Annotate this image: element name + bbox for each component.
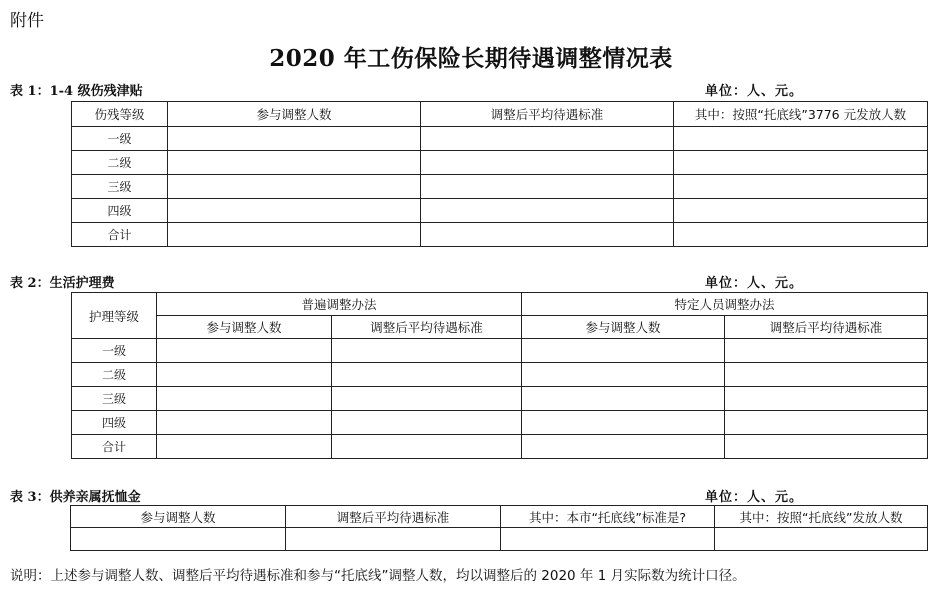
table2-cell[interactable] (157, 435, 332, 459)
table3-header-floor-standard: 其中：本市“托底线”标准是? (501, 506, 715, 528)
table2-cell[interactable] (725, 363, 928, 387)
table2-cell[interactable] (332, 363, 522, 387)
table1-header-participants: 参与调整人数 (168, 102, 421, 127)
table2-header-level: 护理等级 (72, 293, 157, 339)
table1-cell[interactable] (168, 223, 421, 247)
table1-caption: 表 1：1-4 级伤残津贴 (10, 84, 143, 99)
table2-unit: 单位：人、元。 (705, 276, 804, 291)
table3-header-average-standard: 调整后平均待遇标准 (286, 506, 501, 528)
table1-cell[interactable] (674, 223, 928, 247)
table3-cell[interactable] (715, 528, 928, 551)
table2-cell[interactable] (522, 363, 725, 387)
table1-cell[interactable] (674, 175, 928, 199)
table2-subheader-average-standard: 调整后平均待遇标准 (725, 316, 928, 339)
table1-header-average-standard: 调整后平均待遇标准 (421, 102, 674, 127)
table2-cell[interactable] (522, 435, 725, 459)
table2-row-label: 一级 (72, 339, 157, 363)
table-row (72, 363, 928, 387)
table1-cell[interactable] (421, 223, 674, 247)
table3-cell[interactable] (71, 528, 286, 551)
table-row (72, 387, 928, 411)
table2-cell[interactable] (725, 435, 928, 459)
table1-row-label: 四级 (72, 199, 168, 223)
table3-header-participants: 参与调整人数 (71, 506, 286, 528)
table2-cell[interactable] (725, 387, 928, 411)
table-row (72, 175, 928, 199)
table2-subheader-participants: 参与调整人数 (157, 316, 332, 339)
table1-row-label: 三级 (72, 175, 168, 199)
table2-sub-header-row (72, 316, 928, 339)
table-row (72, 151, 928, 175)
table1-cell[interactable] (421, 151, 674, 175)
table2-cell[interactable] (522, 339, 725, 363)
table2-cell[interactable] (332, 339, 522, 363)
table3-caption: 表 3：供养亲属抚恤金 (10, 490, 141, 505)
table2-subheader-average-standard: 调整后平均待遇标准 (332, 316, 522, 339)
table3-unit: 单位：人、元。 (705, 490, 804, 505)
table2-row-label: 三级 (72, 387, 157, 411)
table2-cell[interactable] (332, 387, 522, 411)
table-row (72, 339, 928, 363)
table1-cell[interactable] (674, 151, 928, 175)
table2-header-general: 普遍调整办法 (157, 293, 522, 316)
table2-row-label: 四级 (72, 411, 157, 435)
table3-header-row (71, 506, 928, 528)
table2-cell[interactable] (725, 411, 928, 435)
table2-cell[interactable] (522, 387, 725, 411)
table1-header-floor-count: 其中：按照“托底线”3776 元发放人数 (674, 102, 928, 127)
table1-row-label: 合计 (72, 223, 168, 247)
table2-nursing-fee (71, 292, 928, 459)
table2-row-label: 合计 (72, 435, 157, 459)
page-title: 2020 年工伤保险长期待遇调整情况表 (269, 45, 673, 72)
table1-cell[interactable] (168, 175, 421, 199)
table-row (72, 199, 928, 223)
table2-cell[interactable] (157, 387, 332, 411)
table1-cell[interactable] (421, 127, 674, 151)
table2-row-label: 二级 (72, 363, 157, 387)
table3-header-floor-count: 其中：按照“托底线”发放人数 (715, 506, 928, 528)
table2-subheader-participants: 参与调整人数 (522, 316, 725, 339)
table2-cell[interactable] (157, 339, 332, 363)
table2-header-specific: 特定人员调整办法 (522, 293, 928, 316)
table-row (72, 411, 928, 435)
table1-row-label: 一级 (72, 127, 168, 151)
table1-cell[interactable] (168, 199, 421, 223)
table3-dependent-pension (70, 505, 928, 551)
table2-cell[interactable] (332, 435, 522, 459)
table-row (72, 127, 928, 151)
table2-cell[interactable] (157, 411, 332, 435)
table-row (71, 528, 928, 551)
table3-cell[interactable] (286, 528, 501, 551)
table2-cell[interactable] (522, 411, 725, 435)
table1-cell[interactable] (168, 127, 421, 151)
table1-cell[interactable] (168, 151, 421, 175)
table-row (72, 435, 928, 459)
table1-cell[interactable] (421, 175, 674, 199)
table1-header-level: 伤残等级 (72, 102, 168, 127)
table1-row-label: 二级 (72, 151, 168, 175)
table1-disability-allowance (71, 101, 928, 247)
table1-cell[interactable] (421, 199, 674, 223)
footnote: 说明：上述参与调整人数、调整后平均待遇标准和参与“托底线”调整人数，均以调整后的 2020 年 1 月实际数为统计口径。 (10, 568, 746, 584)
table-row (72, 223, 928, 247)
table2-cell[interactable] (157, 363, 332, 387)
attachment-label: 附件 (10, 11, 44, 31)
table2-caption: 表 2：生活护理费 (10, 276, 115, 291)
table2-group-header-row (72, 293, 928, 316)
table1-cell[interactable] (674, 199, 928, 223)
table2-cell[interactable] (725, 339, 928, 363)
table1-cell[interactable] (674, 127, 928, 151)
table1-header-row (72, 102, 928, 127)
table3-cell[interactable] (501, 528, 715, 551)
table1-unit: 单位：人、元。 (705, 84, 804, 99)
table2-cell[interactable] (332, 411, 522, 435)
